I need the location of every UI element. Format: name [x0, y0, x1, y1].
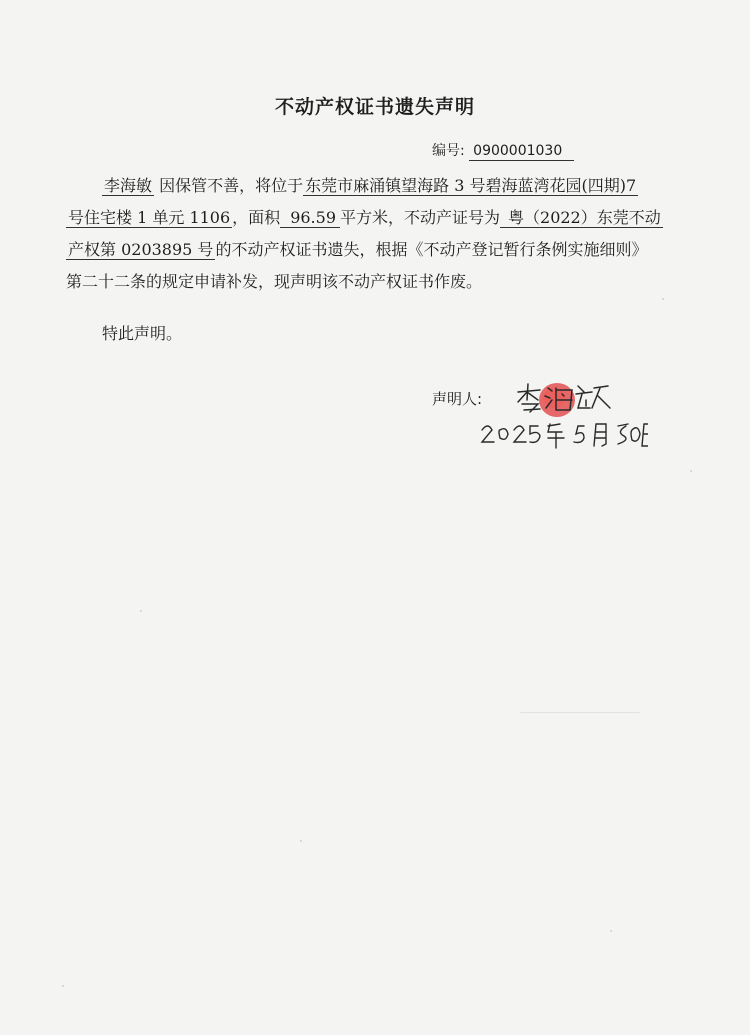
area-value: 96.59 — [280, 208, 340, 228]
declarant-label: 声明人: — [432, 390, 483, 408]
body-text-5: 第二十二条的规定申请补发，现声明该不动产权证书作废。 — [66, 272, 483, 291]
handwritten-date — [478, 418, 648, 452]
closing-text: 特此声明。 — [102, 324, 183, 343]
body-text-4: 的不动产权证书遗失，根据《不动产登记暂行条例实施细则》 — [215, 240, 648, 259]
number-label: 编号: — [432, 143, 465, 159]
statement-paragraph — [66, 170, 684, 298]
body-text-3: 平方米，不动产证号为 — [340, 208, 501, 227]
handwritten-signature — [512, 378, 612, 422]
certificate-number-1: 粤（2022）东莞不动 — [500, 208, 663, 228]
certificate-number-2: 产权第 0203895 号 — [68, 240, 214, 259]
address-line-2: 号住宅楼 1 单元 1106 — [68, 208, 231, 227]
body-text-2: ，面积 — [232, 208, 281, 227]
address-line-1: 东莞市麻涌镇望海路 3 号碧海蓝湾花园(四期)7 — [305, 176, 637, 195]
body-text-1: 因保管不善，将位于 — [159, 176, 304, 195]
number-value: 0900001030 — [469, 143, 574, 161]
document-number — [432, 140, 574, 161]
page-title: 不动产权证书遗失声明 — [274, 96, 475, 118]
owner-name: 李海敏 — [104, 176, 153, 195]
